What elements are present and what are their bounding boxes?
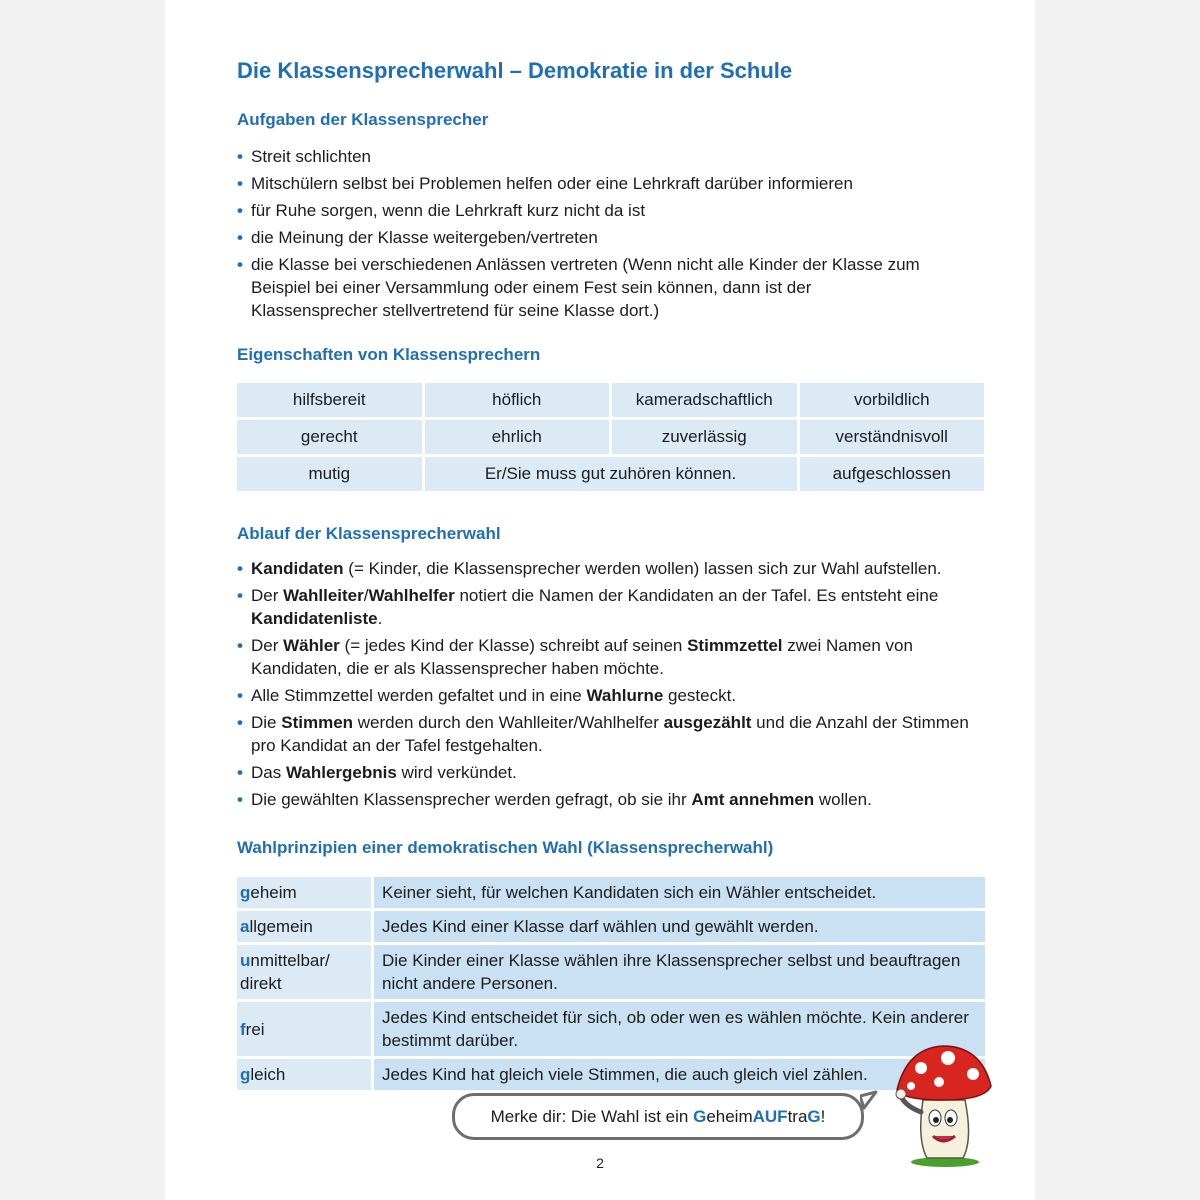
process-term: Kandidatenliste [251, 609, 378, 628]
tasks-list [237, 145, 997, 326]
traits-cell: hilfsbereit [237, 383, 422, 417]
traits-cell: aufgeschlossen [800, 457, 985, 491]
principle-term: frei [237, 1002, 371, 1056]
tasks-item: • die Klasse bei verschiedenen Anlässen vertreten (Wenn nicht alle Kinder der Klasse zum Beispiel bei einer Versammlung oder einem Fest sein können, dann ist der Klassensprecher stellvertretend für seine Klasse dort.) [237, 253, 941, 322]
page-number: 2 [596, 1155, 604, 1171]
principle-definition: Jedes Kind hat gleich viele Stimmen, die auch gleich viel zählen. [374, 1059, 985, 1090]
process-term: Wahlleiter [283, 586, 364, 605]
principles-row [237, 911, 985, 942]
mushroom-mascot-icon [893, 1040, 993, 1168]
principle-term: allgemein [237, 911, 371, 942]
principles-table [237, 877, 985, 1093]
principles-row [237, 945, 985, 999]
tasks-item: • für Ruhe sorgen, wenn die Lehrkraft kurz nicht da ist [237, 199, 997, 222]
process-item: • Kandidaten (= Kinder, die Klassensprecher werden wollen) lassen sich zur Wahl aufstellen. [237, 557, 997, 580]
principles-row [237, 1002, 985, 1056]
process-term: Kandidaten [251, 559, 344, 578]
traits-cell: ehrlich [425, 420, 610, 454]
bubble-tail-icon [860, 1090, 878, 1114]
principle-definition: Die Kinder einer Klasse wählen ihre Klassensprecher selbst und beauftragen nicht andere Personen. [374, 945, 985, 999]
process-heading: Ablauf der Klassensprecherwahl [237, 524, 501, 543]
tasks-heading: Aufgaben der Klassensprecher [237, 110, 489, 129]
traits-cell: kameradschaftlich [612, 383, 797, 417]
tasks-item: • die Meinung der Klasse weitergeben/vertreten [237, 226, 997, 249]
traits-cell: höflich [425, 383, 610, 417]
principle-definition: Jedes Kind einer Klasse darf wählen und gewählt werden. [374, 911, 985, 942]
traits-cell: gerecht [237, 420, 422, 454]
process-term: Wähler [283, 636, 340, 655]
traits-cell: Er/Sie muss gut zuhören können. [425, 457, 797, 491]
process-item: • Das Wahlergebnis wird verkündet. [237, 761, 997, 784]
traits-row [237, 457, 983, 491]
process-item: • Der Wähler (= jedes Kind der Klasse) schreibt auf seinen Stimmzettel zwei Namen von Kandidaten, die er als Klassensprecher haben möchte. [237, 634, 997, 680]
traits-cell: vorbildlich [800, 383, 985, 417]
process-item: • Die Stimmen werden durch den Wahlleiter/Wahlhelfer ausgezählt und die Anzahl der Stimmen pro Kandidat an der Tafel festgehalten. [237, 711, 997, 757]
process-term: Stimmzettel [687, 636, 783, 655]
traits-table [237, 383, 983, 494]
process-term: ausgezählt [663, 713, 752, 732]
tasks-item: • Streit schlichten [237, 145, 997, 168]
principle-term: unmittelbar/ direkt [237, 945, 371, 999]
process-item: • Die gewählten Klassensprecher werden gefragt, ob sie ihr Amt annehmen wollen. [237, 788, 997, 811]
traits-heading: Eigenschaften von Klassensprechern [237, 345, 541, 364]
tasks-item: • Mitschülern selbst bei Problemen helfen oder eine Lehrkraft darüber informieren [237, 172, 997, 195]
principle-term: geheim [237, 877, 371, 908]
principle-term: gleich [237, 1059, 371, 1090]
process-term: Amt annehmen [691, 790, 815, 809]
traits-cell: zuverlässig [612, 420, 797, 454]
principle-definition: Jedes Kind entscheidet für sich, ob oder wen es wählen möchte. Kein anderer bestimmt darüber. [374, 1002, 985, 1056]
traits-cell: verständnisvoll [800, 420, 985, 454]
traits-cell: mutig [237, 457, 422, 491]
process-item: • Der Wahlleiter/Wahlhelfer notiert die Namen der Kandidaten an der Tafel. Es entsteht eine Kandidatenliste. [237, 584, 997, 630]
speech-bubble: Merke dir: Die Wahl ist ein GeheimAUFtraG! [452, 1093, 864, 1140]
process-list [237, 557, 997, 815]
principles-heading: Wahlprinzipien einer demokratischen Wahl (Klassensprecherwahl) [237, 838, 774, 857]
traits-row [237, 383, 983, 417]
process-item: • Alle Stimmzettel werden gefaltet und in eine Wahlurne gesteckt. [237, 684, 997, 707]
traits-row [237, 420, 983, 454]
principle-definition: Keiner sieht, für welchen Kandidaten sich ein Wähler entscheidet. [374, 877, 985, 908]
process-term: Stimmen [281, 713, 354, 732]
process-term: Wahlurne [586, 686, 664, 705]
page-title: Die Klassensprecherwahl – Demokratie in der Schule [237, 58, 793, 83]
principles-row [237, 1059, 985, 1090]
principles-row [237, 877, 985, 908]
process-term: Wahlhelfer [368, 586, 455, 605]
process-term: Wahlergebnis [285, 763, 397, 782]
